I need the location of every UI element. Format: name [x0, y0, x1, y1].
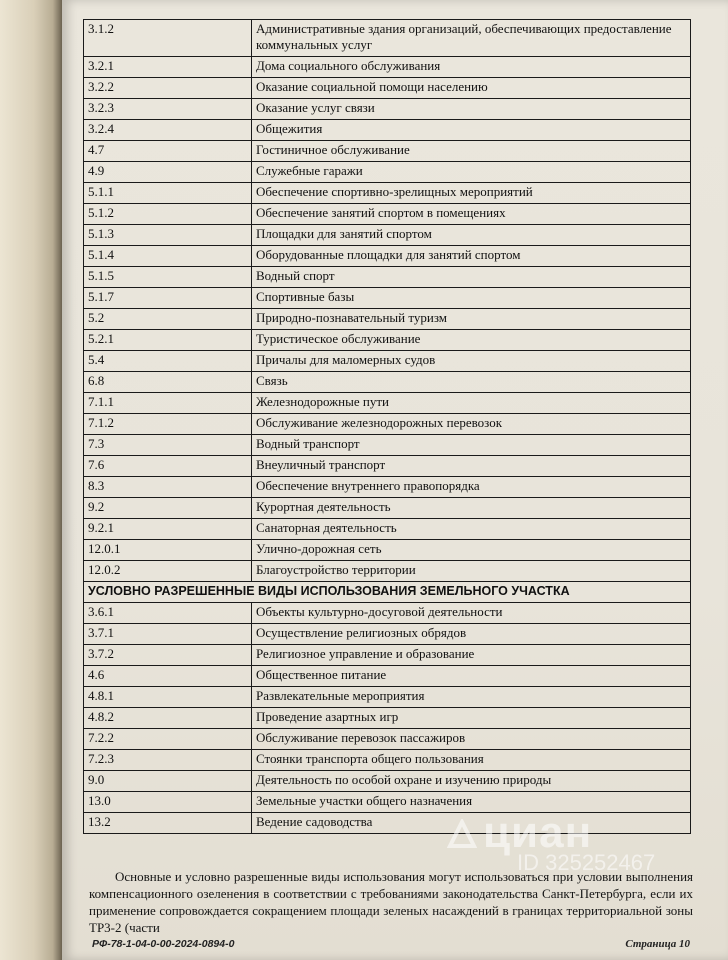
- use-code-cell: 4.9: [84, 162, 252, 183]
- document-page: [62, 0, 728, 960]
- table-row: [84, 603, 691, 624]
- use-name-cell: Водный транспорт: [252, 435, 691, 456]
- use-code-cell: 9.2: [84, 498, 252, 519]
- use-code-cell: 3.6.1: [84, 603, 252, 624]
- use-name-cell: Служебные гаражи: [252, 162, 691, 183]
- use-name-cell: Объекты культурно-досуговой деятельности: [252, 603, 691, 624]
- use-code-cell: 7.2.2: [84, 729, 252, 750]
- table-row: [84, 393, 691, 414]
- watermark-listing-id: ID 325252467: [517, 850, 656, 875]
- use-code-cell: 6.8: [84, 372, 252, 393]
- use-name-cell: Железнодорожные пути: [252, 393, 691, 414]
- table-row: [84, 414, 691, 435]
- use-code-cell: 4.8.2: [84, 708, 252, 729]
- use-code-cell: 4.6: [84, 666, 252, 687]
- use-code-cell: 7.1.1: [84, 393, 252, 414]
- use-name-cell: Общественное питание: [252, 666, 691, 687]
- use-name-cell: Обслуживание железнодорожных перевозок: [252, 414, 691, 435]
- table-row: [84, 141, 691, 162]
- use-name-cell: Обеспечение спортивно-зрелищных мероприятий: [252, 183, 691, 204]
- table-row: [84, 78, 691, 99]
- use-name-cell: Осуществление религиозных обрядов: [252, 624, 691, 645]
- use-code-cell: 3.2.1: [84, 57, 252, 78]
- use-code-cell: 3.7.1: [84, 624, 252, 645]
- table-row: [84, 750, 691, 771]
- use-code-cell: 5.1.1: [84, 183, 252, 204]
- table-row: [84, 183, 691, 204]
- use-name-cell: Улично-дорожная сеть: [252, 540, 691, 561]
- use-code-cell: 7.2.3: [84, 750, 252, 771]
- use-name-cell: Природно-познавательный туризм: [252, 309, 691, 330]
- table-row: [84, 435, 691, 456]
- compensation-paragraph: Основные и условно разрешенные виды использования могут использоваться при условии выполнения компенсационного озеленения в соответствии с требованиями законодательства Санкт-Петербурга, если их применение сопровождается сокращением площади зеленых насаждений в границах территориальной зоны ТР3-2 (части: [89, 869, 693, 935]
- use-name-cell: Обеспечение занятий спортом в помещениях: [252, 204, 691, 225]
- use-code-cell: 7.6: [84, 456, 252, 477]
- table-row: [84, 477, 691, 498]
- use-code-cell: 4.7: [84, 141, 252, 162]
- use-name-cell: Дома социального обслуживания: [252, 57, 691, 78]
- table-row: [84, 561, 691, 582]
- table-row: [84, 225, 691, 246]
- use-code-cell: 8.3: [84, 477, 252, 498]
- use-code-cell: 5.1.4: [84, 246, 252, 267]
- use-code-cell: 3.7.2: [84, 645, 252, 666]
- table-row: [84, 645, 691, 666]
- table-row: [84, 162, 691, 183]
- use-code-cell: 9.2.1: [84, 519, 252, 540]
- use-name-cell: Оказание социальной помощи населению: [252, 78, 691, 99]
- use-name-cell: Связь: [252, 372, 691, 393]
- use-name-cell: Деятельность по особой охране и изучению природы: [252, 771, 691, 792]
- use-name-cell: Общежития: [252, 120, 691, 141]
- use-code-cell: 4.8.1: [84, 687, 252, 708]
- use-code-cell: 5.1.5: [84, 267, 252, 288]
- use-code-cell: 5.2.1: [84, 330, 252, 351]
- table-row: [84, 456, 691, 477]
- page-number: Страница 10: [625, 938, 690, 950]
- use-name-cell: Внеуличный транспорт: [252, 456, 691, 477]
- use-name-cell: Проведение азартных игр: [252, 708, 691, 729]
- table-row: [84, 267, 691, 288]
- use-code-cell: 13.2: [84, 813, 252, 834]
- table-row: [84, 351, 691, 372]
- use-name-cell: Оборудованные площадки для занятий спортом: [252, 246, 691, 267]
- use-code-cell: 5.1.3: [84, 225, 252, 246]
- use-name-cell: Гостиничное обслуживание: [252, 141, 691, 162]
- use-code-cell: 13.0: [84, 792, 252, 813]
- table-row: [84, 288, 691, 309]
- table-row: [84, 246, 691, 267]
- table-row: [84, 99, 691, 120]
- table-row: [84, 204, 691, 225]
- table-row: [84, 498, 691, 519]
- use-name-cell: Санаторная деятельность: [252, 519, 691, 540]
- section-title: УСЛОВНО РАЗРЕШЕННЫЕ ВИДЫ ИСПОЛЬЗОВАНИЯ ЗЕМЕЛЬНОГО УЧАСТКА: [84, 582, 691, 603]
- use-code-cell: 5.1.2: [84, 204, 252, 225]
- land-use-table: [83, 19, 691, 834]
- table-row: [84, 120, 691, 141]
- use-name-cell: Благоустройство территории: [252, 561, 691, 582]
- use-code-cell: 3.2.3: [84, 99, 252, 120]
- table-row: [84, 20, 691, 57]
- use-code-cell: 12.0.1: [84, 540, 252, 561]
- binder-edge: [0, 0, 62, 960]
- use-name-cell: Спортивные базы: [252, 288, 691, 309]
- use-name-cell: Водный спорт: [252, 267, 691, 288]
- cian-mark-icon: [447, 819, 477, 849]
- use-name-cell: Обеспечение внутреннего правопорядка: [252, 477, 691, 498]
- use-code-cell: 5.4: [84, 351, 252, 372]
- table-row: [84, 708, 691, 729]
- use-name-cell: Религиозное управление и образование: [252, 645, 691, 666]
- use-name-cell: Развлекательные мероприятия: [252, 687, 691, 708]
- use-code-cell: 7.1.2: [84, 414, 252, 435]
- table-row: [84, 372, 691, 393]
- use-name-cell: Причалы для маломерных судов: [252, 351, 691, 372]
- table-row: [84, 624, 691, 645]
- use-name-cell: Площадки для занятий спортом: [252, 225, 691, 246]
- use-name-cell: Обслуживание перевозок пассажиров: [252, 729, 691, 750]
- table-row: [84, 57, 691, 78]
- use-code-cell: 3.2.4: [84, 120, 252, 141]
- table-row: [84, 540, 691, 561]
- table-row: [84, 687, 691, 708]
- use-name-cell: Земельные участки общего назначения: [252, 792, 691, 813]
- use-code-cell: 9.0: [84, 771, 252, 792]
- use-name-cell: Административные здания организаций, обеспечивающих предоставление коммунальных услуг: [252, 20, 691, 57]
- table-row: [84, 309, 691, 330]
- use-code-cell: 5.1.7: [84, 288, 252, 309]
- section-header-row: [84, 582, 691, 603]
- table-row: [84, 729, 691, 750]
- use-code-cell: 3.2.2: [84, 78, 252, 99]
- use-name-cell: Ведение садоводства: [252, 813, 691, 834]
- use-name-cell: Туристическое обслуживание: [252, 330, 691, 351]
- use-name-cell: Стоянки транспорта общего пользования: [252, 750, 691, 771]
- table-row: [84, 330, 691, 351]
- watermark: [447, 808, 655, 876]
- use-code-cell: 7.3: [84, 435, 252, 456]
- use-code-cell: 3.1.2: [84, 20, 252, 57]
- table-row: [84, 771, 691, 792]
- document-number: РФ-78-1-04-0-00-2024-0894-0: [92, 938, 235, 950]
- use-code-cell: 12.0.2: [84, 561, 252, 582]
- table-row: [84, 666, 691, 687]
- table-row: [84, 519, 691, 540]
- use-name-cell: Оказание услуг связи: [252, 99, 691, 120]
- watermark-brand: циан: [483, 808, 593, 857]
- use-name-cell: Курортная деятельность: [252, 498, 691, 519]
- use-code-cell: 5.2: [84, 309, 252, 330]
